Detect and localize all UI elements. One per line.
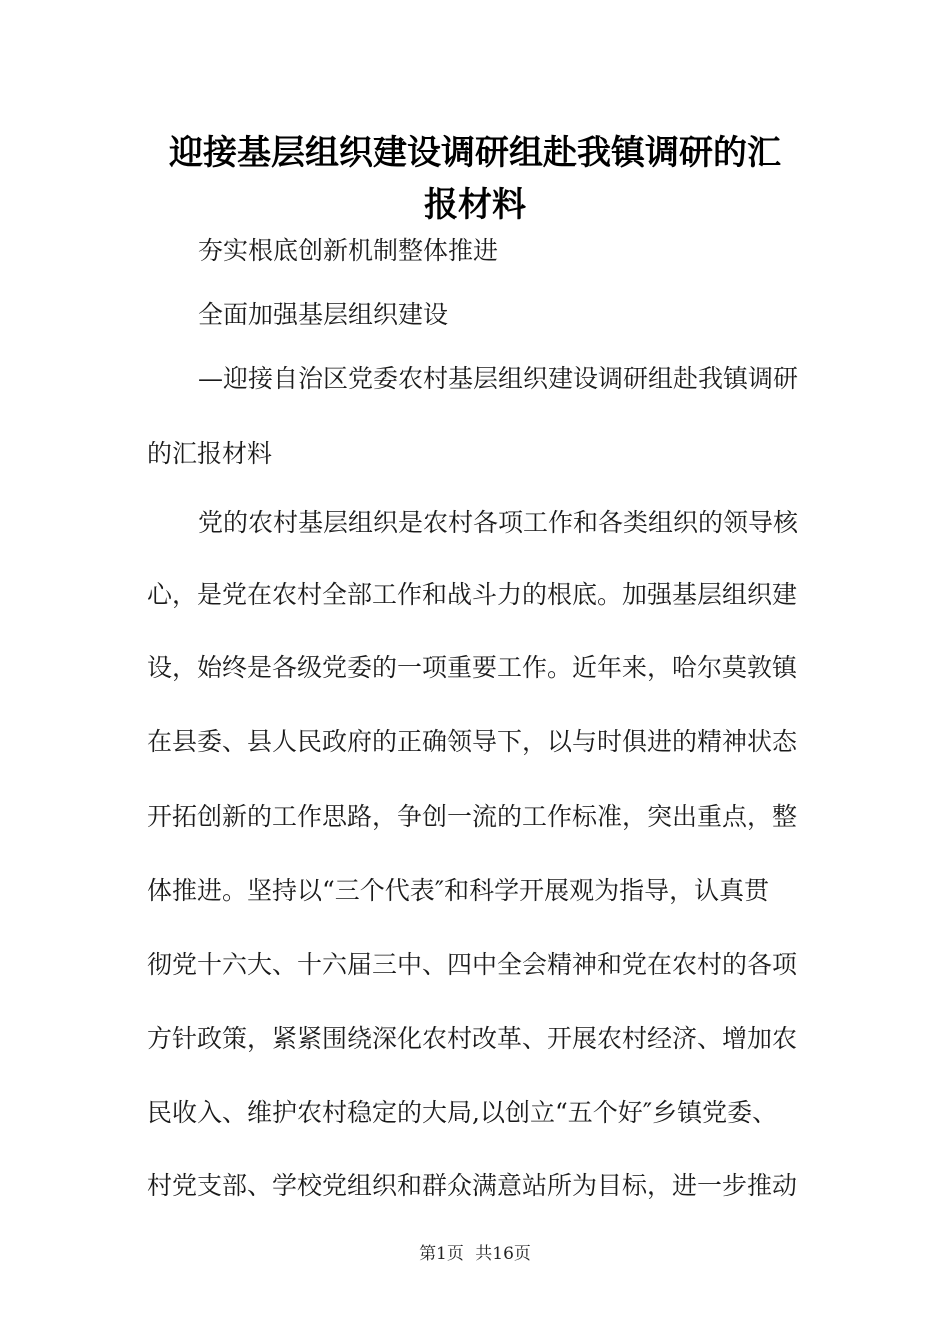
- document-title-line-2: 报材料: [424, 185, 526, 225]
- body-line: 党的农村基层组织是农村各项工作和各类组织的领导核: [198, 508, 799, 537]
- subtitle-line-4: 的汇报材料: [147, 439, 273, 468]
- body-line: 彻党十六大、十六届三中、四中全会精神和党在农村的各项: [147, 950, 798, 979]
- body-line: 体推进。坚持以“三个代表″和科学开展观为指导，认真贯: [147, 876, 770, 905]
- body-line: 民收入、维护农村稳定的大局,以创立“五个好″乡镇党委、: [147, 1098, 778, 1127]
- body-line: 方针政策，紧紧围绕深化农村改革、开展农村经济、增加农: [147, 1024, 798, 1053]
- page-number: 第1页: [419, 1244, 464, 1264]
- page-footer: [0, 1242, 950, 1266]
- body-line: 心，是党在农村全部工作和战斗力的根底。加强基层组织建: [147, 580, 798, 609]
- subtitle-line-3: —迎接自治区党委农村基层组织建设调研组赴我镇调研: [198, 364, 799, 393]
- body-line: 在县委、县人民政府的正确领导下，以与时俱进的精神状态: [147, 727, 798, 756]
- page-total: 共16页: [475, 1244, 531, 1264]
- body-line: 开拓创新的工作思路，争创一流的工作标准，突出重点，整: [147, 802, 798, 831]
- body-line: 村党支部、学校党组织和群众满意站所为目标，进一步推动: [147, 1171, 798, 1200]
- subtitle-line-2: 全面加强基层组织建设: [198, 300, 449, 329]
- body-line: 设，始终是各级党委的一项重要工作。近年来，哈尔莫敦镇: [147, 653, 798, 682]
- subtitle-line-1: 夯实根底创新机制整体推进: [198, 236, 499, 265]
- document-title-line-1: 迎接基层组织建设调研组赴我镇调研的汇: [169, 133, 781, 173]
